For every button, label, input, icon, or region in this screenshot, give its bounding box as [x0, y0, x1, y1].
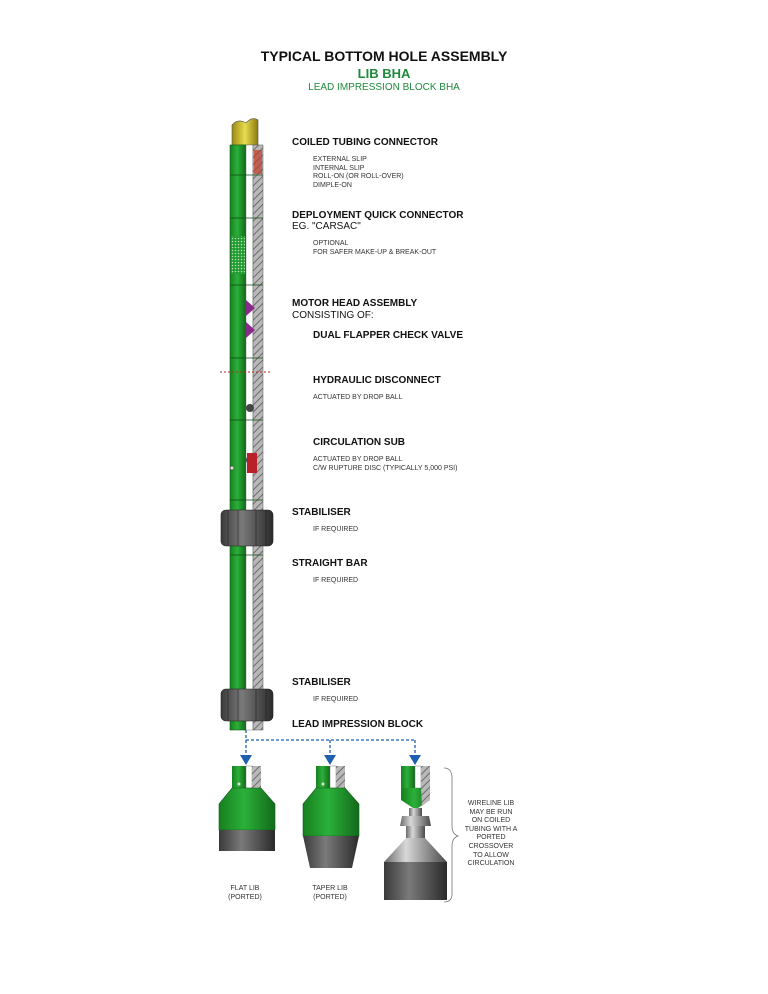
component-heading: MOTOR HEAD ASSEMBLY: [292, 298, 418, 309]
taper-lib-label: [300, 885, 360, 902]
arrow-down-icon: [409, 755, 421, 765]
arrow-down-icon: [324, 755, 336, 765]
option-label-line: (PORTED): [228, 893, 262, 901]
component-note: IF REQUIRED: [313, 696, 359, 703]
component-heading: DEPLOYMENT QUICK CONNECTOR: [292, 210, 464, 221]
lib-options-arrows: [246, 730, 415, 756]
diagram-subtitle: LIB BHA: [357, 66, 411, 81]
component-sub: EG. "CARSAC": [292, 221, 361, 232]
wireline-note: [456, 800, 526, 869]
component-note: OPTIONAL: [313, 240, 349, 247]
flat-lib: [219, 766, 275, 851]
component-note: FOR SAFER MAKE-UP & BREAK-OUT: [313, 248, 437, 256]
taper-lib: [303, 766, 359, 868]
wireline-note-line: CIRCULATION: [467, 860, 515, 868]
wireline-note-line: MAY BE RUN: [469, 808, 513, 816]
diagram-title: TYPICAL BOTTOM HOLE ASSEMBLY: [260, 48, 508, 64]
flat-lib-label: [215, 885, 275, 902]
component-heading: DUAL FLAPPER CHECK VALVE: [313, 330, 464, 341]
stabiliser-lower: [221, 689, 273, 721]
wireline-note-line: PORTED: [476, 834, 506, 842]
wireline-note-line: TO ALLOW: [473, 851, 509, 859]
stabiliser-upper: [221, 510, 273, 546]
diagram-subtitle-2: LEAD IMPRESSION BLOCK BHA: [308, 82, 460, 93]
component-note: ACTUATED BY DROP BALL: [313, 456, 403, 463]
option-label-line: FLAT LIB: [230, 885, 260, 892]
wireline-note-line: CROSSOVER: [468, 842, 514, 850]
wireline-note-line: ON COILED: [471, 817, 511, 825]
component-note: C/W RUPTURE DISC (TYPICALLY 5,000 PSI): [313, 464, 458, 472]
component-note: IF REQUIRED: [313, 577, 359, 584]
component-note: DIMPLE-ON: [313, 181, 352, 189]
component-heading: COILED TUBING CONNECTOR: [292, 137, 438, 148]
component-heading: LEAD IMPRESSION BLOCK: [292, 719, 424, 730]
component-note: EXTERNAL SLIP: [313, 156, 367, 163]
tool-string: [220, 145, 270, 730]
component-heading: HYDRAULIC DISCONNECT: [313, 375, 441, 386]
component-heading: STRAIGHT BAR: [292, 558, 368, 569]
component-note: IF REQUIRED: [313, 526, 359, 533]
component-note: ACTUATED BY DROP BALL: [313, 394, 403, 401]
wireline-note-line: TUBING WITH A: [464, 825, 518, 833]
arrow-down-icon: [240, 755, 252, 765]
option-label-line: TAPER LIB: [312, 885, 348, 892]
component-note: INTERNAL SLIP: [313, 164, 365, 172]
wireline-lib: [384, 766, 447, 900]
component-heading: CIRCULATION SUB: [313, 437, 406, 448]
component-heading: STABILISER: [292, 677, 351, 688]
coiled-tubing: [232, 119, 258, 145]
component-heading: STABILISER: [292, 507, 351, 518]
component-note: ROLL-ON (OR ROLL-OVER): [313, 173, 404, 181]
component-sub: CONSISTING OF:: [292, 310, 374, 321]
option-label-line: (PORTED): [313, 893, 347, 901]
wireline-note-line: WIRELINE LIB: [467, 800, 515, 807]
